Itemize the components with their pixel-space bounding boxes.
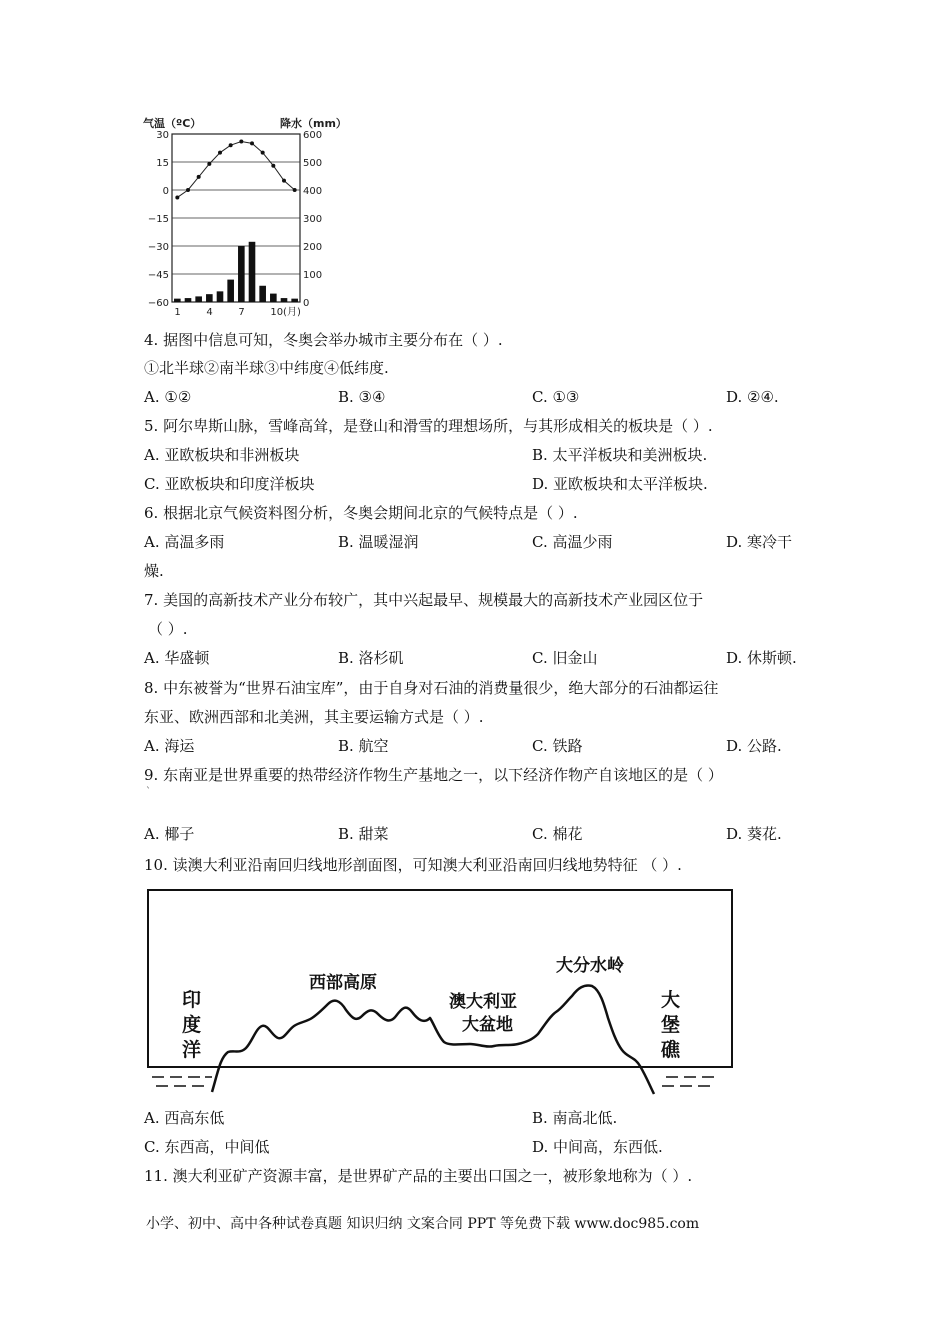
q8-stem-cont: 东亚、欧洲西部和北美洲，其主要运输方式是（ ）. [144, 708, 484, 726]
q9-stem: 9. 东南亚是世界重要的热带经济作物生产基地之一，以下经济作物产自该地区的是（ ） [144, 766, 723, 784]
q8-option-a[interactable]: A. 海运 [144, 737, 195, 755]
precip-bars [174, 242, 298, 302]
temp-point [250, 141, 254, 145]
q10-stem: 10. 读澳大利亚沿南回归线地形剖面图，可知澳大利亚沿南回归线地势特征 （ ）. [144, 856, 682, 874]
q5-option-d[interactable]: D. 亚欧板块和太平洋板块. [532, 475, 708, 493]
precip-bar [281, 298, 288, 302]
q5-stem: 5. 阿尔卑斯山脉，雪峰高耸，是登山和滑雪的理想场所，与其形成相关的板块是（ ）. [144, 417, 713, 435]
label-indian-ocean [182, 989, 201, 1061]
q7-stem-cont: （ ）. [148, 620, 188, 638]
temp-line [175, 139, 296, 199]
month-tick-label: 7 [238, 307, 245, 318]
precip-bar [206, 294, 213, 302]
precip-bar [291, 299, 298, 302]
q4-option-d[interactable]: D. ②④. [726, 388, 779, 406]
temp-tick-label: −15 [147, 214, 169, 225]
label-reef-3: 礁 [661, 1039, 681, 1061]
temp-point [207, 162, 211, 166]
west-water-lines [152, 1077, 212, 1086]
q9-option-c[interactable]: C. 棉花 [532, 825, 583, 843]
q10-option-d[interactable]: D. 中间高，东西低. [532, 1138, 663, 1156]
q7-option-a[interactable]: A. 华盛顿 [144, 649, 210, 667]
temp-tick-label: −30 [147, 242, 169, 253]
precip-tick-label: 100 [303, 270, 323, 281]
chart-ticks [148, 130, 322, 318]
q7-stem: 7. 美国的高新技术产业分布较广，其中兴起最早、规模最大的高新技术产业园区位于 [144, 591, 704, 609]
precip-tick-label: 200 [303, 242, 323, 253]
q6-option-d[interactable]: D. 寒冷干 [726, 533, 793, 551]
temp-tick-label: 0 [162, 186, 169, 197]
q10-option-c[interactable]: C. 东西高，中间低 [144, 1138, 270, 1156]
precip-bar [238, 246, 245, 302]
q4-option-c[interactable]: C. ①③ [532, 388, 580, 406]
label-great-basin-2: 大盆地 [462, 1015, 513, 1035]
q7-option-c[interactable]: C. 旧金山 [532, 649, 598, 667]
month-tick-label: 10(月) [270, 307, 301, 318]
temp-point [229, 143, 233, 147]
q4-option-b[interactable]: B. ③④ [338, 388, 386, 406]
precip-bar [195, 296, 202, 302]
q6-option-b[interactable]: B. 温暖湿润 [338, 533, 419, 551]
temp-point [218, 151, 222, 155]
temp-point [282, 179, 286, 183]
precip-bar [217, 291, 224, 302]
q9-option-d[interactable]: D. 葵花. [726, 825, 782, 843]
label-reef-1: 大 [661, 989, 681, 1011]
temp-tick-label: −45 [147, 270, 169, 281]
temp-tick-label: 15 [156, 158, 169, 169]
precip-tick-label: 600 [303, 130, 323, 141]
q9-option-b[interactable]: B. 甜菜 [338, 825, 389, 843]
q4-stem: 4. 据图中信息可知，冬奥会举办城市主要分布在（ ）. [144, 331, 503, 349]
chart-grid [172, 134, 300, 302]
q5-option-a[interactable]: A. 亚欧板块和非洲板块 [144, 446, 300, 464]
temp-tick-label: −60 [147, 298, 169, 309]
q4-subitems: ①北半球②南半球③中纬度④低纬度. [144, 359, 389, 377]
precip-bar [227, 280, 234, 302]
q5-option-c[interactable]: C. 亚欧板块和印度洋板块 [144, 475, 315, 493]
page-footer: 小学、初中、高中各种试卷真题 知识归纳 文案合同 PPT 等免费下载 www.doc985.com [146, 1216, 700, 1232]
precip-tick-label: 300 [303, 214, 323, 225]
temp-point [186, 188, 190, 192]
precip-bar [259, 286, 266, 302]
label-reef-2: 堡 [661, 1014, 681, 1036]
temp-axis-title: 气温（ºC） [143, 117, 202, 130]
month-tick-label: 1 [174, 307, 181, 318]
q8-stem: 8. 中东被誉为“世界石油宝库”，由于自身对石油的消费量很少，绝大部分的石油都运往 [144, 679, 719, 697]
precip-bar [185, 298, 192, 302]
q9-stray-mark: ` [146, 787, 151, 798]
label-western-plateau: 西部高原 [309, 973, 377, 993]
temp-point [197, 175, 201, 179]
q8-option-d[interactable]: D. 公路. [726, 737, 782, 755]
q9-option-a[interactable]: A. 椰子 [144, 825, 195, 843]
label-great-dividing-range: 大分水岭 [556, 956, 624, 976]
east-water-lines [662, 1077, 714, 1086]
q6-option-c[interactable]: C. 高温少雨 [532, 533, 613, 551]
temp-curve [177, 141, 294, 197]
q7-option-d[interactable]: D. 休斯顿. [726, 649, 797, 667]
q6-option-a[interactable]: A. 高温多雨 [144, 533, 225, 551]
q10-option-b[interactable]: B. 南高北低. [532, 1109, 618, 1127]
precip-bar [270, 294, 277, 302]
terrain-profile-figure [140, 884, 750, 1102]
temp-point [271, 164, 275, 168]
label-indian-ocean-3: 洋 [182, 1039, 202, 1061]
precip-bar [174, 299, 181, 302]
precip-tick-label: 0 [303, 298, 310, 309]
label-great-barrier-reef [661, 988, 681, 1061]
q10-option-a[interactable]: A. 西高东低 [144, 1109, 225, 1127]
q4-option-a[interactable]: A. ①② [144, 388, 192, 406]
terrain-profile-line [212, 985, 654, 1094]
label-indian-ocean-2: 度 [182, 1014, 202, 1036]
q6-stem: 6. 根据北京气候资料图分析，冬奥会期间北京的气候特点是（ ）. [144, 504, 578, 522]
precip-axis-title: 降水（mm） [280, 117, 347, 130]
climate-chart [140, 112, 360, 324]
temp-point [261, 151, 265, 155]
q8-option-b[interactable]: B. 航空 [338, 737, 389, 755]
temp-tick-label: 30 [156, 130, 169, 141]
q11-stem: 11. 澳大利亚矿产资源丰富，是世界矿产品的主要出口国之一，被形象地称为（ ）. [144, 1167, 693, 1185]
temp-point [239, 139, 243, 143]
month-tick-label: 4 [206, 307, 213, 318]
q6-option-d-wrap: 燥. [144, 562, 164, 580]
q7-option-b[interactable]: B. 洛杉矶 [338, 649, 404, 667]
precip-tick-label: 400 [303, 186, 323, 197]
precip-bar [249, 242, 256, 302]
q8-option-c[interactable]: C. 铁路 [532, 737, 583, 755]
q5-option-b[interactable]: B. 太平洋板块和美洲板块. [532, 446, 708, 464]
label-great-basin-1: 澳大利亚 [449, 992, 517, 1012]
temp-point [175, 195, 179, 199]
label-indian-ocean-1: 印 [182, 989, 202, 1011]
temp-point [293, 188, 297, 192]
profile-frame [148, 890, 732, 1067]
precip-tick-label: 500 [303, 158, 323, 169]
